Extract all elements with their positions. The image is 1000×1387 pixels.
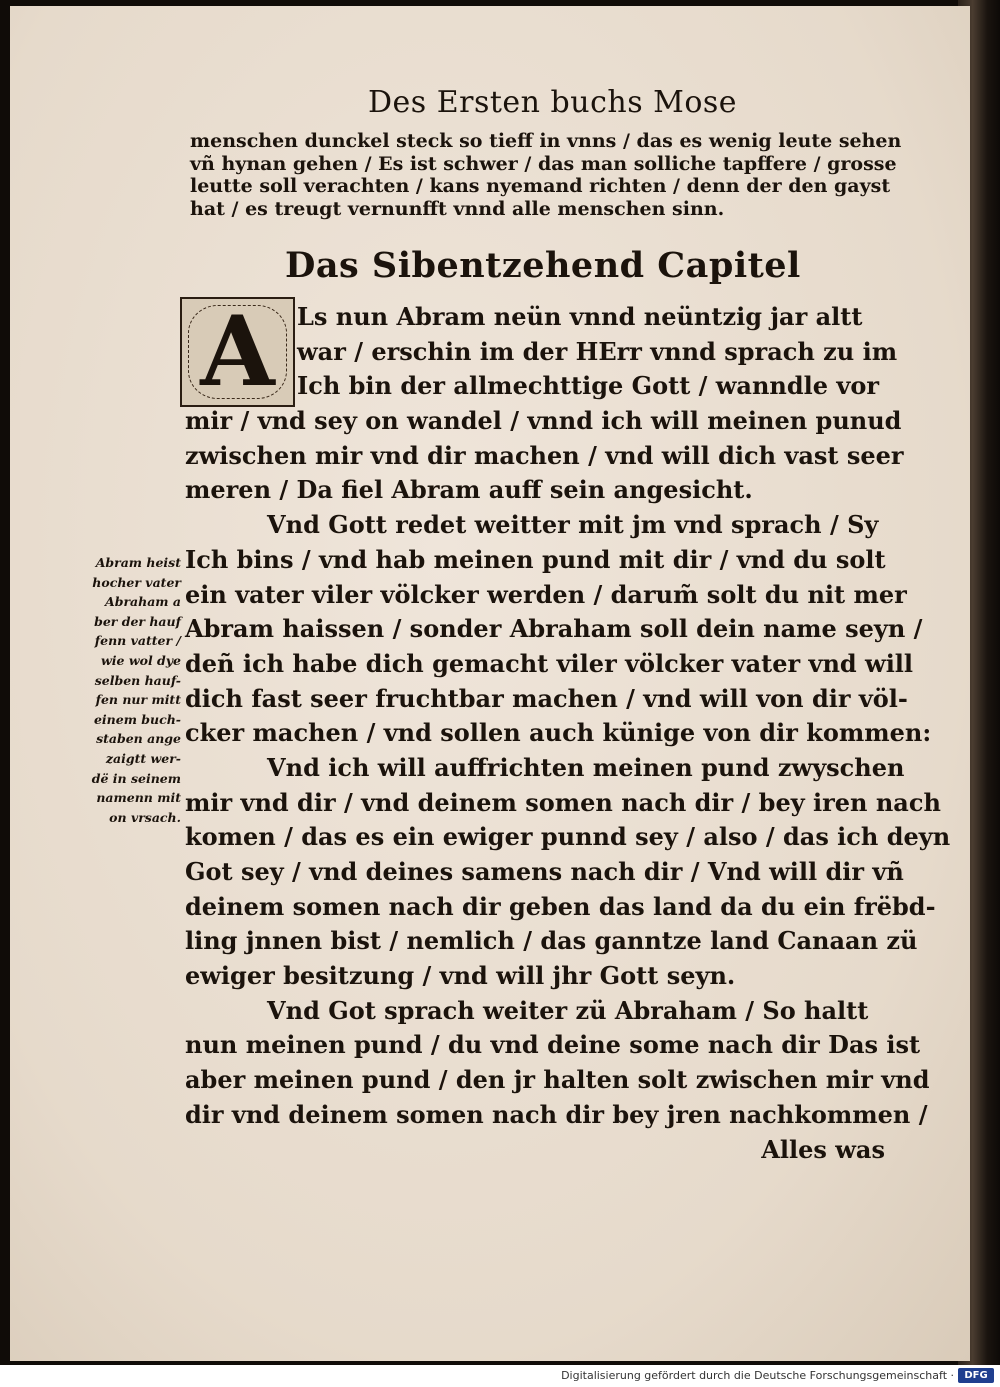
- text-line: dich fast seer fruchtbar machen / vnd will von dir völ-: [185, 683, 908, 713]
- marginal-line: selben hauf-: [94, 672, 181, 688]
- text-line: Ich bins / vnd hab meinen pund mit dir / vnd du solt: [185, 544, 886, 574]
- marginal-line: einem buch-: [93, 711, 181, 727]
- footer-bar: [0, 1365, 1000, 1387]
- text-line: war / erschin im der HErr vnnd sprach zu im: [297, 336, 898, 366]
- marginal-line: zaigtt wer-: [105, 750, 181, 766]
- text-line: zwischen mir vnd dir machen / vnd will dich vast seer: [185, 440, 904, 470]
- intro-line: vñ hynan gehen / Es ist schwer / das man solliche tapffere / grosse: [190, 152, 897, 175]
- text-line: cker machen / vnd sollen auch künige von dir kommen:: [185, 718, 932, 748]
- text-line: meren / Da fiel Abram auff sein angesicht.: [185, 475, 753, 505]
- marginal-line: hocher vater: [92, 574, 181, 590]
- initial-letter: A: [200, 295, 275, 408]
- marginal-line: ber der hauf: [94, 613, 181, 629]
- main-text: [185, 295, 951, 1167]
- marginal-line: fenn vatter /: [94, 633, 181, 649]
- text-line: nun meinen pund / du vnd deine some nach dir Das ist: [185, 1030, 921, 1060]
- text-line: komen / das es ein ewiger punnd sey / also / das ich deyn: [185, 822, 951, 852]
- chapter-title: Das Sibentzehend Capitel: [285, 245, 801, 286]
- text-line: Ich bin der allmechttige Gott / wanndle vor: [297, 371, 879, 401]
- text-line: mir vnd dir / vnd deinem somen nach dir / bey iren nach: [185, 787, 941, 817]
- marginal-line: Abram heist: [95, 555, 181, 570]
- intro-line: hat / es treugt vernunfft vnnd alle menschen sinn.: [190, 197, 725, 220]
- text-line: Vnd Got sprach weiter zü Abraham / So haltt: [267, 995, 869, 1025]
- text-line: aber meinen pund / den jr halten solt zwischen mir vnd: [185, 1065, 930, 1095]
- marginal-line: fen nur mitt: [95, 692, 181, 708]
- text-line: deinem somen nach dir geben das land da du ein frëbd-: [185, 891, 936, 921]
- text-line: Abram haissen / sonder Abraham soll dein name seyn /: [185, 614, 923, 644]
- marginal-note: [66, 553, 181, 827]
- text-line: dir vnd deinem somen nach dir bey jren nachkommen /: [185, 1099, 928, 1129]
- catchword: Alles was: [761, 1134, 885, 1164]
- dfg-logo[interactable]: DFG: [958, 1368, 994, 1383]
- text-line: mir / vnd sey on wandel / vnnd ich will meinen punud: [185, 406, 902, 436]
- marginal-line: staben ange: [96, 731, 181, 747]
- footer-credit: Digitalisierung gefördert durch die Deutsche Forschungsgemeinschaft ·: [561, 1369, 954, 1382]
- marginal-line: on vrsach.: [109, 809, 181, 825]
- text-line: deñ ich habe dich gemacht viler völcker vater vnd will: [185, 648, 914, 678]
- text-line: Vnd Gott redet weitter mit jm vnd sprach / Sy: [267, 510, 879, 540]
- intro-line: leutte soll verachten / kans nyemand richten / denn der den gayst: [190, 175, 891, 197]
- marginal-line: dë in seinem: [91, 770, 181, 786]
- text-line: ling jnnen bist / nemlich / das ganntze land Canaan zü: [185, 926, 918, 956]
- intro-paragraph: [190, 130, 900, 220]
- marginal-line: Abraham a: [105, 594, 181, 610]
- text-line: Vnd ich will auffrichten meinen pund zwyschen: [267, 752, 905, 782]
- text-line: Got sey / vnd deines samens nach dir / Vnd will dir vñ: [185, 857, 904, 886]
- marginal-line: namenn mit: [96, 790, 181, 806]
- text-line: ewiger besitzung / vnd will jhr Gott seyn.: [185, 961, 736, 991]
- text-line: ein vater viler völcker werden / darum̃ solt du nit mer: [185, 579, 907, 609]
- intro-line: menschen dunckel steck so tieff in vnns / das es wenig leute sehen: [190, 130, 902, 152]
- running-head: Des Ersten buchs Mose: [368, 85, 738, 120]
- text-line: Ls nun Abram neün vnnd neüntzig jar altt: [297, 302, 863, 331]
- marginal-line: wie wol dye: [101, 652, 181, 668]
